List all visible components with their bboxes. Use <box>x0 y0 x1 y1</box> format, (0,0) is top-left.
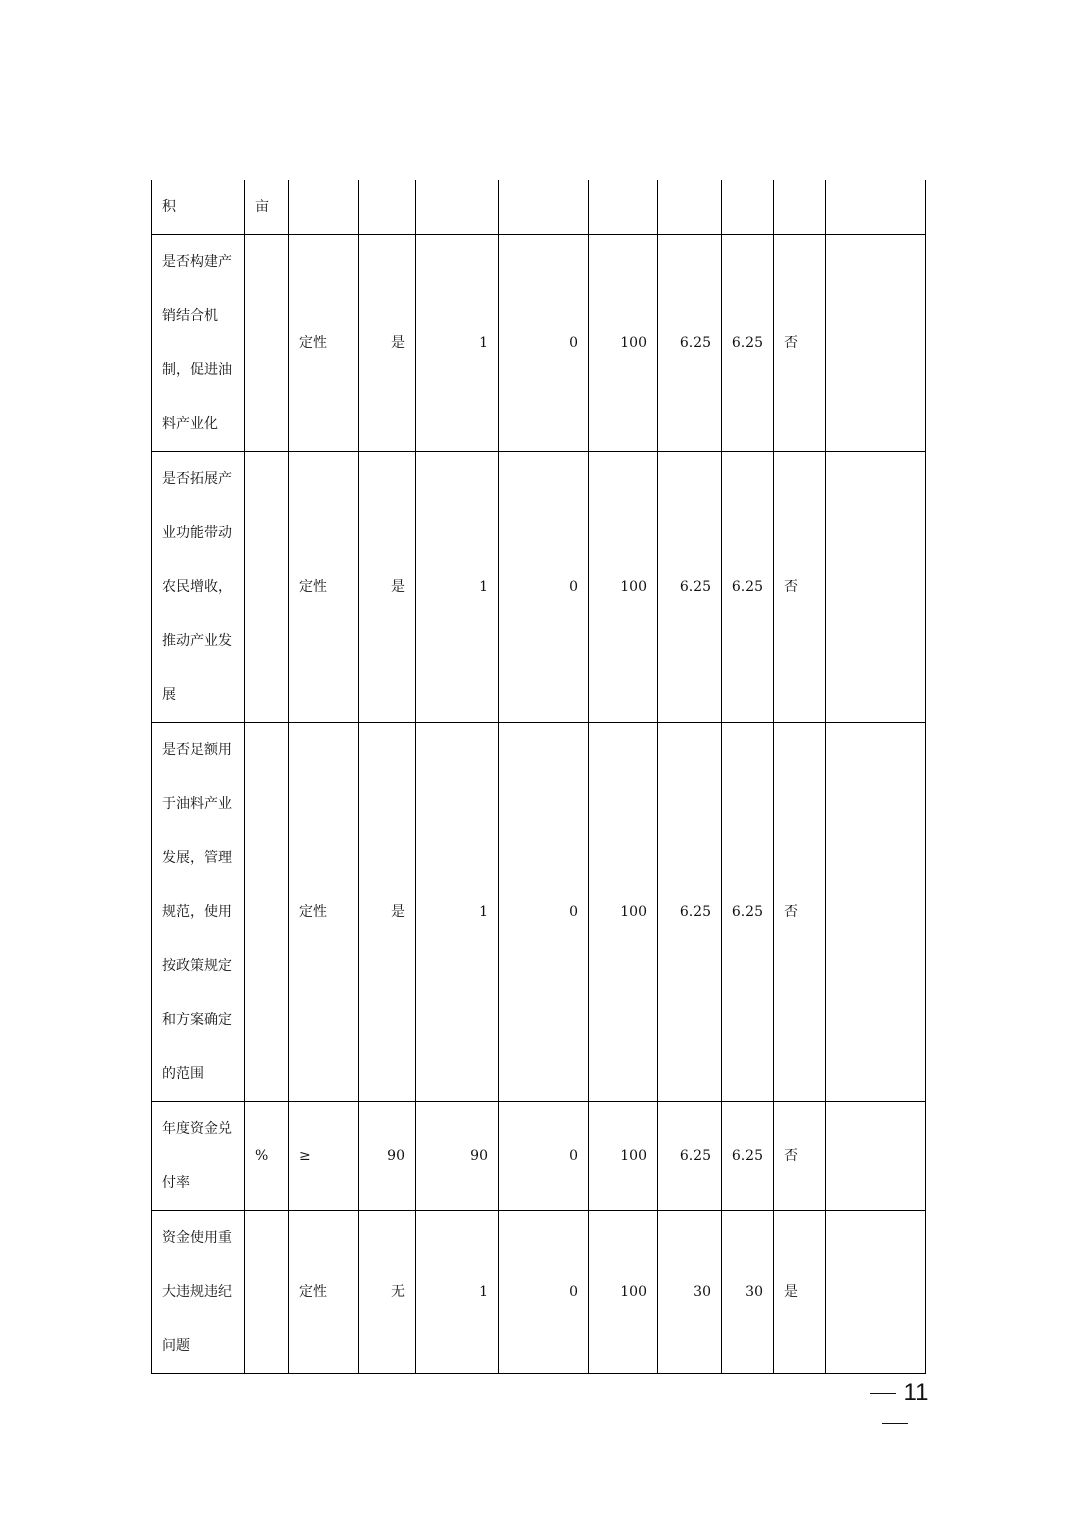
cell-max: 100 <box>589 1211 658 1374</box>
page-number-dash-left <box>870 1393 896 1394</box>
cell-target: 是 <box>359 723 416 1102</box>
page-number <box>843 1378 947 1408</box>
cell-score-a: 6.25 <box>658 235 722 452</box>
table-row <box>152 180 926 235</box>
indicator-table <box>151 180 926 1374</box>
cell-max: 100 <box>589 452 658 723</box>
cell-unit <box>245 1211 289 1374</box>
cell-target: 是 <box>359 235 416 452</box>
cell-operator: 定性 <box>289 452 359 723</box>
indicator-line: 规范，使用 <box>162 904 232 920</box>
cell-score-b <box>722 180 774 235</box>
cell-operator: 定性 <box>289 723 359 1102</box>
cell-weight: 90 <box>416 1102 499 1211</box>
cell-score-a <box>658 180 722 235</box>
cell-max: 100 <box>589 723 658 1102</box>
cell-target: 90 <box>359 1102 416 1211</box>
indicator-line: 是否构建产 <box>162 254 232 270</box>
cell-weight <box>416 180 499 235</box>
page-number-value: 11 <box>903 1379 929 1406</box>
cell-target: 无 <box>359 1211 416 1374</box>
cell-max: 100 <box>589 1102 658 1211</box>
indicator-line: 资金使用重 <box>162 1230 232 1246</box>
cell-indicator <box>152 1211 245 1374</box>
cell-flag <box>774 180 826 235</box>
cell-operator <box>289 180 359 235</box>
cell-weight: 1 <box>416 452 499 723</box>
cell-note <box>826 180 926 235</box>
cell-indicator <box>152 180 245 235</box>
cell-score-b: 6.25 <box>722 452 774 723</box>
table-row <box>152 452 926 723</box>
cell-indicator <box>152 723 245 1102</box>
indicator-line: 于油料产业 <box>162 796 232 812</box>
indicator-line: 和方案确定 <box>162 1012 232 1028</box>
cell-indicator <box>152 235 245 452</box>
indicator-line: 推动产业发 <box>162 633 232 649</box>
indicator-line: 展 <box>162 687 176 703</box>
indicator-line: 农民增收， <box>162 579 232 595</box>
cell-note <box>826 1102 926 1211</box>
cell-score-a: 6.25 <box>658 723 722 1102</box>
cell-note <box>826 723 926 1102</box>
table-row <box>152 235 926 452</box>
indicator-line: 业功能带动 <box>162 525 232 541</box>
cell-indicator <box>152 1102 245 1211</box>
cell-min: 0 <box>499 1102 589 1211</box>
cell-unit <box>245 452 289 723</box>
cell-score-a: 6.25 <box>658 1102 722 1211</box>
indicator-line: 是否拓展产 <box>162 471 232 487</box>
cell-flag: 是 <box>774 1211 826 1374</box>
cell-note <box>826 235 926 452</box>
cell-score-a: 30 <box>658 1211 722 1374</box>
page-number-dash-right <box>882 1423 908 1424</box>
cell-max: 100 <box>589 235 658 452</box>
cell-operator: 定性 <box>289 1211 359 1374</box>
indicator-line: 问题 <box>162 1338 190 1354</box>
cell-weight: 1 <box>416 723 499 1102</box>
cell-indicator <box>152 452 245 723</box>
cell-target <box>359 180 416 235</box>
table-row <box>152 1102 926 1211</box>
cell-operator: 定性 <box>289 235 359 452</box>
cell-min: 0 <box>499 723 589 1102</box>
table-body <box>152 180 926 1374</box>
indicator-line: 制，促进油 <box>162 362 232 378</box>
indicator-line: 按政策规定 <box>162 958 232 974</box>
indicator-line: 的范围 <box>162 1066 204 1082</box>
cell-score-b: 6.25 <box>722 723 774 1102</box>
indicator-line: 是否足额用 <box>162 742 232 758</box>
cell-flag: 否 <box>774 723 826 1102</box>
indicator-line: 年度资金兑 <box>162 1121 232 1137</box>
cell-score-b: 30 <box>722 1211 774 1374</box>
indicator-line: 大违规违纪 <box>162 1284 232 1300</box>
cell-min <box>499 180 589 235</box>
indicator-line: 料产业化 <box>162 416 218 432</box>
cell-max <box>589 180 658 235</box>
cell-score-b: 6.25 <box>722 1102 774 1211</box>
cell-score-b: 6.25 <box>722 235 774 452</box>
cell-min: 0 <box>499 452 589 723</box>
cell-flag: 否 <box>774 452 826 723</box>
cell-flag: 否 <box>774 1102 826 1211</box>
cell-unit: 亩 <box>245 180 289 235</box>
cell-min: 0 <box>499 235 589 452</box>
cell-min: 0 <box>499 1211 589 1374</box>
cell-weight: 1 <box>416 235 499 452</box>
cell-target: 是 <box>359 452 416 723</box>
indicator-line: 销结合机 <box>162 308 218 324</box>
cell-unit <box>245 723 289 1102</box>
cell-note <box>826 452 926 723</box>
indicator-line: 积 <box>162 199 176 215</box>
cell-score-a: 6.25 <box>658 452 722 723</box>
indicator-line: 发展，管理 <box>162 850 232 866</box>
cell-unit <box>245 235 289 452</box>
table-row <box>152 1211 926 1374</box>
table-row <box>152 723 926 1102</box>
cell-weight: 1 <box>416 1211 499 1374</box>
cell-note <box>826 1211 926 1374</box>
cell-flag: 否 <box>774 235 826 452</box>
cell-operator: ≥ <box>289 1102 359 1211</box>
indicator-line: 付率 <box>162 1175 190 1191</box>
cell-unit: % <box>245 1102 289 1211</box>
